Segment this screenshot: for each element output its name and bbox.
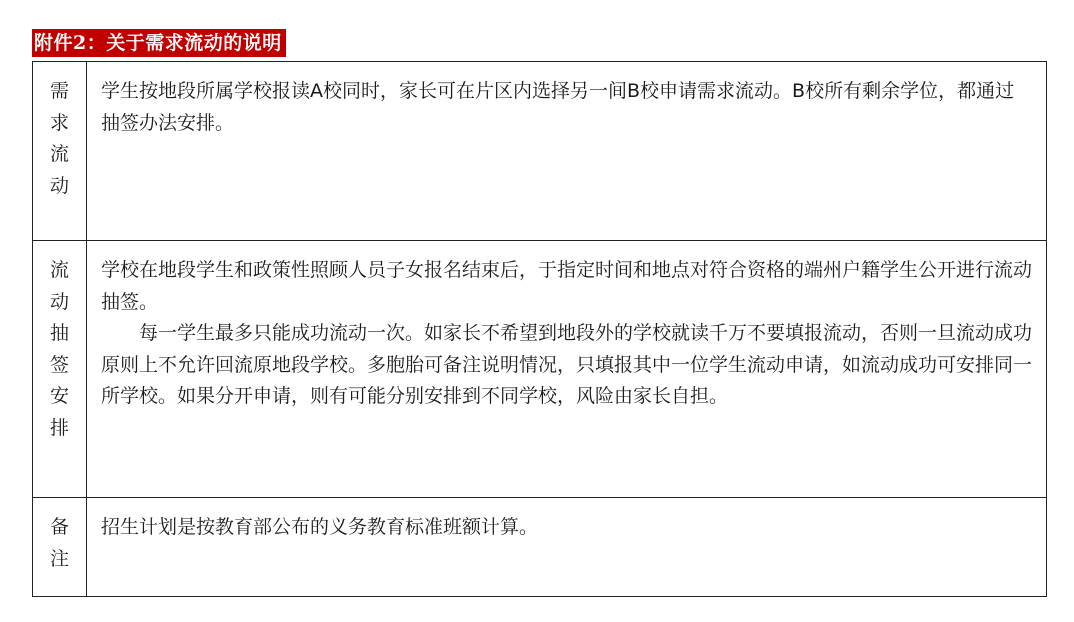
label-char: 需 bbox=[49, 80, 69, 102]
label-char: 备 bbox=[49, 516, 69, 538]
row-label-demand-flow bbox=[33, 62, 87, 241]
explanation-table bbox=[32, 61, 1047, 597]
paragraph: 招生计划是按教育部公布的义务教育标准班额计算。 bbox=[101, 516, 539, 538]
label-char: 流 bbox=[49, 143, 69, 165]
document-title: 附件2：关于需求流动的说明 bbox=[32, 29, 286, 57]
row-label-lottery bbox=[33, 241, 87, 498]
paragraph: 学生按地段所属学校报读A校同时，家长可在片区内选择另一间B校申请需求流动。B校所有剩余学位，都通过抽签办法安排。 bbox=[101, 80, 1015, 134]
row-content-lottery bbox=[87, 241, 1047, 498]
label-char: 注 bbox=[49, 547, 69, 570]
label-char: 动 bbox=[49, 290, 69, 313]
row-label-remarks bbox=[33, 498, 87, 597]
label-char: 流 bbox=[49, 259, 69, 281]
paragraph: 学校在地段学生和政策性照顾人员子女报名结束后，于指定时间和地点对符合资格的端州户籍学生公开进行流动抽签。 bbox=[101, 259, 1033, 313]
table-row bbox=[33, 498, 1047, 597]
row-content-remarks bbox=[87, 498, 1047, 597]
label-char: 排 bbox=[49, 416, 69, 439]
label-char: 签 bbox=[49, 353, 69, 376]
label-char: 安 bbox=[49, 385, 69, 407]
label-char: 求 bbox=[49, 111, 69, 134]
row-content-demand-flow bbox=[87, 62, 1047, 241]
label-char: 动 bbox=[49, 174, 69, 197]
table-row bbox=[33, 241, 1047, 498]
table-row bbox=[33, 62, 1047, 241]
paragraph: 每一学生最多只能成功流动一次。如家长不希望到地段外的学校就读千万不要填报流动，否则一旦流动成功原则上不允许回流原地段学校。多胞胎可备注说明情况，只填报其中一位学生流动申请，如流动成功可安排同一所学校。如果分开申请，则有可能分别安排到不同学校，风险由家长自担。 bbox=[101, 322, 1033, 407]
label-char: 抽 bbox=[49, 322, 69, 344]
